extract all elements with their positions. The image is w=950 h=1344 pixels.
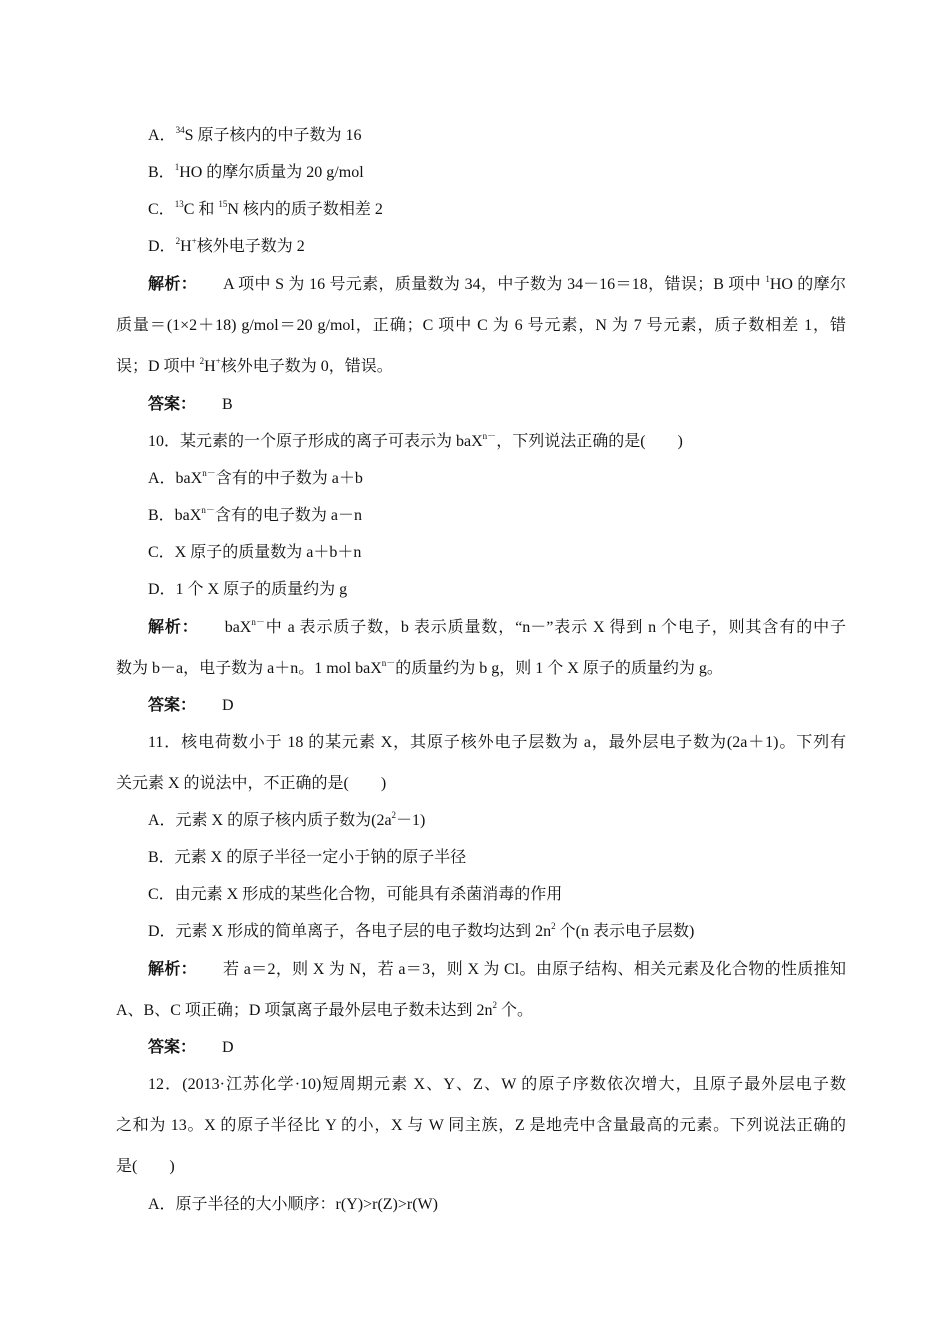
text-run: D．1 个 X 原子的质量约为 g — [148, 581, 348, 598]
text-run: 是( ) — [116, 1158, 175, 1175]
superscript: 34 — [175, 125, 185, 135]
text-run: 含有的电子数为 a－n — [214, 507, 362, 524]
text-run: C 和 — [183, 201, 219, 218]
superscript: 1 — [765, 274, 770, 284]
text-run: A． — [148, 127, 176, 144]
text-run: ，下列说法正确的是( ) — [496, 433, 683, 450]
line-label: 答案： — [148, 697, 197, 714]
question-line — [116, 1157, 175, 1177]
option-line — [148, 885, 562, 905]
superscript: + — [215, 356, 221, 366]
text-run: 10．某元素的一个原子形成的离子可表示为 baX — [148, 433, 483, 450]
text-run: A．元素 X 的原子核内质子数为(2a — [148, 812, 392, 829]
text-run: A．baX — [148, 470, 203, 487]
text-run: 12．(2013·江苏化学·10)短周期元素 X、Y、Z、W 的原子序数依次增大，且原子最外层电子数 — [148, 1076, 846, 1093]
superscript: n－ — [201, 505, 215, 515]
analysis-line — [148, 618, 846, 638]
text-run: 核外电子数为 0，错误。 — [220, 358, 393, 375]
line-label: 解析： — [148, 276, 198, 293]
text-run: 个(n 表示电子层数) — [555, 923, 695, 940]
superscript: 2 — [492, 1000, 497, 1010]
analysis-line — [116, 316, 846, 336]
option-line — [148, 1195, 438, 1215]
text-run: A．原子半径的大小顺序：r(Y)>r(Z)>r(W) — [148, 1196, 438, 1213]
superscript: n－ — [202, 468, 216, 478]
text-run: D — [222, 697, 234, 714]
option-line — [148, 237, 305, 257]
text-run: 之和为 13。X 的原子半径比 Y 的小，X 与 W 同主族，Z 是地壳中含量最高的元素。下列说法正确的 — [116, 1117, 846, 1134]
text-run: N 核内的质子数相差 2 — [227, 201, 383, 218]
text-run: HO 的摩尔质量为 20 g/mol — [179, 164, 364, 181]
line-label: 解析： — [148, 619, 199, 636]
superscript: 13 — [174, 199, 184, 209]
option-line — [148, 506, 362, 526]
line-label: 解析： — [148, 961, 198, 978]
analysis-line — [148, 275, 846, 295]
text-run: D — [222, 1039, 234, 1056]
text-run: 11．核电荷数小于 18 的某元素 X，其原子核外电子层数为 a，最外层电子数为(2a＋1)。下列有 — [148, 734, 846, 751]
superscript: 1 — [174, 162, 180, 172]
question-line — [148, 733, 846, 753]
line-label: 答案： — [148, 1039, 197, 1056]
text-run: C．X 原子的质量数为 a＋b＋n — [148, 544, 362, 561]
superscript: n－ — [251, 617, 265, 627]
superscript: 2 — [199, 356, 205, 366]
superscript: n－ — [482, 431, 497, 441]
text-run: 含有的中子数为 a＋b — [215, 470, 363, 487]
text-run: H — [180, 238, 192, 255]
option-line — [148, 200, 383, 220]
text-run: C．由元素 X 形成的某些化合物，可能具有杀菌消毒的作用 — [148, 886, 563, 903]
question-line — [116, 774, 386, 794]
superscript: 15 — [218, 199, 228, 209]
analysis-line — [148, 960, 846, 980]
analysis-line — [116, 1001, 533, 1021]
text-run: 关元素 X 的说法中，不正确的是( ) — [116, 775, 387, 792]
analysis-line — [116, 659, 723, 679]
text-run: C． — [148, 201, 175, 218]
analysis-line — [116, 357, 393, 377]
option-line — [148, 469, 363, 489]
text-run: 质量＝(1×2＋18) g/mol＝20 g/mol，正确；C 项中 C 为 6 号元素，N 为 7 号元素，质子数相差 1，错 — [116, 317, 846, 334]
text-run: －1) — [396, 812, 426, 829]
question-line — [116, 1116, 846, 1136]
text-run: A、B、C 项正确；D 项氯离子最外层电子数未达到 2n — [116, 1002, 493, 1019]
text-run: 误；D 项中 — [116, 358, 200, 375]
superscript: + — [191, 236, 197, 246]
text-run: baX — [224, 619, 252, 636]
question-line — [148, 1075, 846, 1095]
text-run: 若 a＝2，则 X 为 N，若 a＝3，则 X 为 Cl。由原子结构、相关元素及化合物的性质推知 — [223, 961, 846, 978]
text-run: B． — [148, 164, 175, 181]
text-run: 的质量约为 b g，则 1 个 X 原子的质量约为 g。 — [395, 660, 723, 677]
option-line — [148, 922, 694, 942]
text-run: B — [222, 396, 233, 413]
text-run: 核外电子数为 2 — [196, 238, 305, 255]
text-run: 个。 — [496, 1002, 533, 1019]
answer-line — [148, 696, 234, 716]
text-run: B．baX — [148, 507, 202, 524]
superscript: n－ — [381, 658, 396, 668]
text-run: S 原子核内的中子数为 16 — [184, 127, 362, 144]
text-run: H — [204, 358, 216, 375]
answer-line — [148, 395, 233, 415]
text-run: A 项中 S 为 16 号元素，质量数为 34，中子数为 34－16＝18，错误；B 项中 — [223, 276, 766, 293]
option-line — [148, 848, 466, 868]
text-run: D． — [148, 238, 176, 255]
superscript: 2 — [175, 236, 181, 246]
line-label: 答案： — [148, 396, 197, 413]
option-line — [148, 543, 361, 563]
option-line — [148, 811, 425, 831]
option-line — [148, 580, 347, 600]
text-run: D．元素 X 形成的简单离子，各电子层的电子数均达到 2n — [148, 923, 552, 940]
text-run: B．元素 X 的原子半径一定小于钠的原子半径 — [148, 849, 467, 866]
text-run: 中 a 表示质子数，b 表示质量数，“n－”表示 X 得到 n 个电子，则其含有的中子 — [264, 619, 846, 636]
text-run: HO 的摩尔 — [769, 276, 846, 293]
answer-line — [148, 1038, 234, 1058]
superscript: 2 — [391, 810, 397, 820]
superscript: 2 — [551, 921, 556, 931]
option-line — [148, 163, 364, 183]
option-line — [148, 126, 361, 146]
text-run: 数为 b－a，电子数为 a＋n。1 mol baX — [116, 660, 382, 677]
question-line — [148, 432, 683, 452]
